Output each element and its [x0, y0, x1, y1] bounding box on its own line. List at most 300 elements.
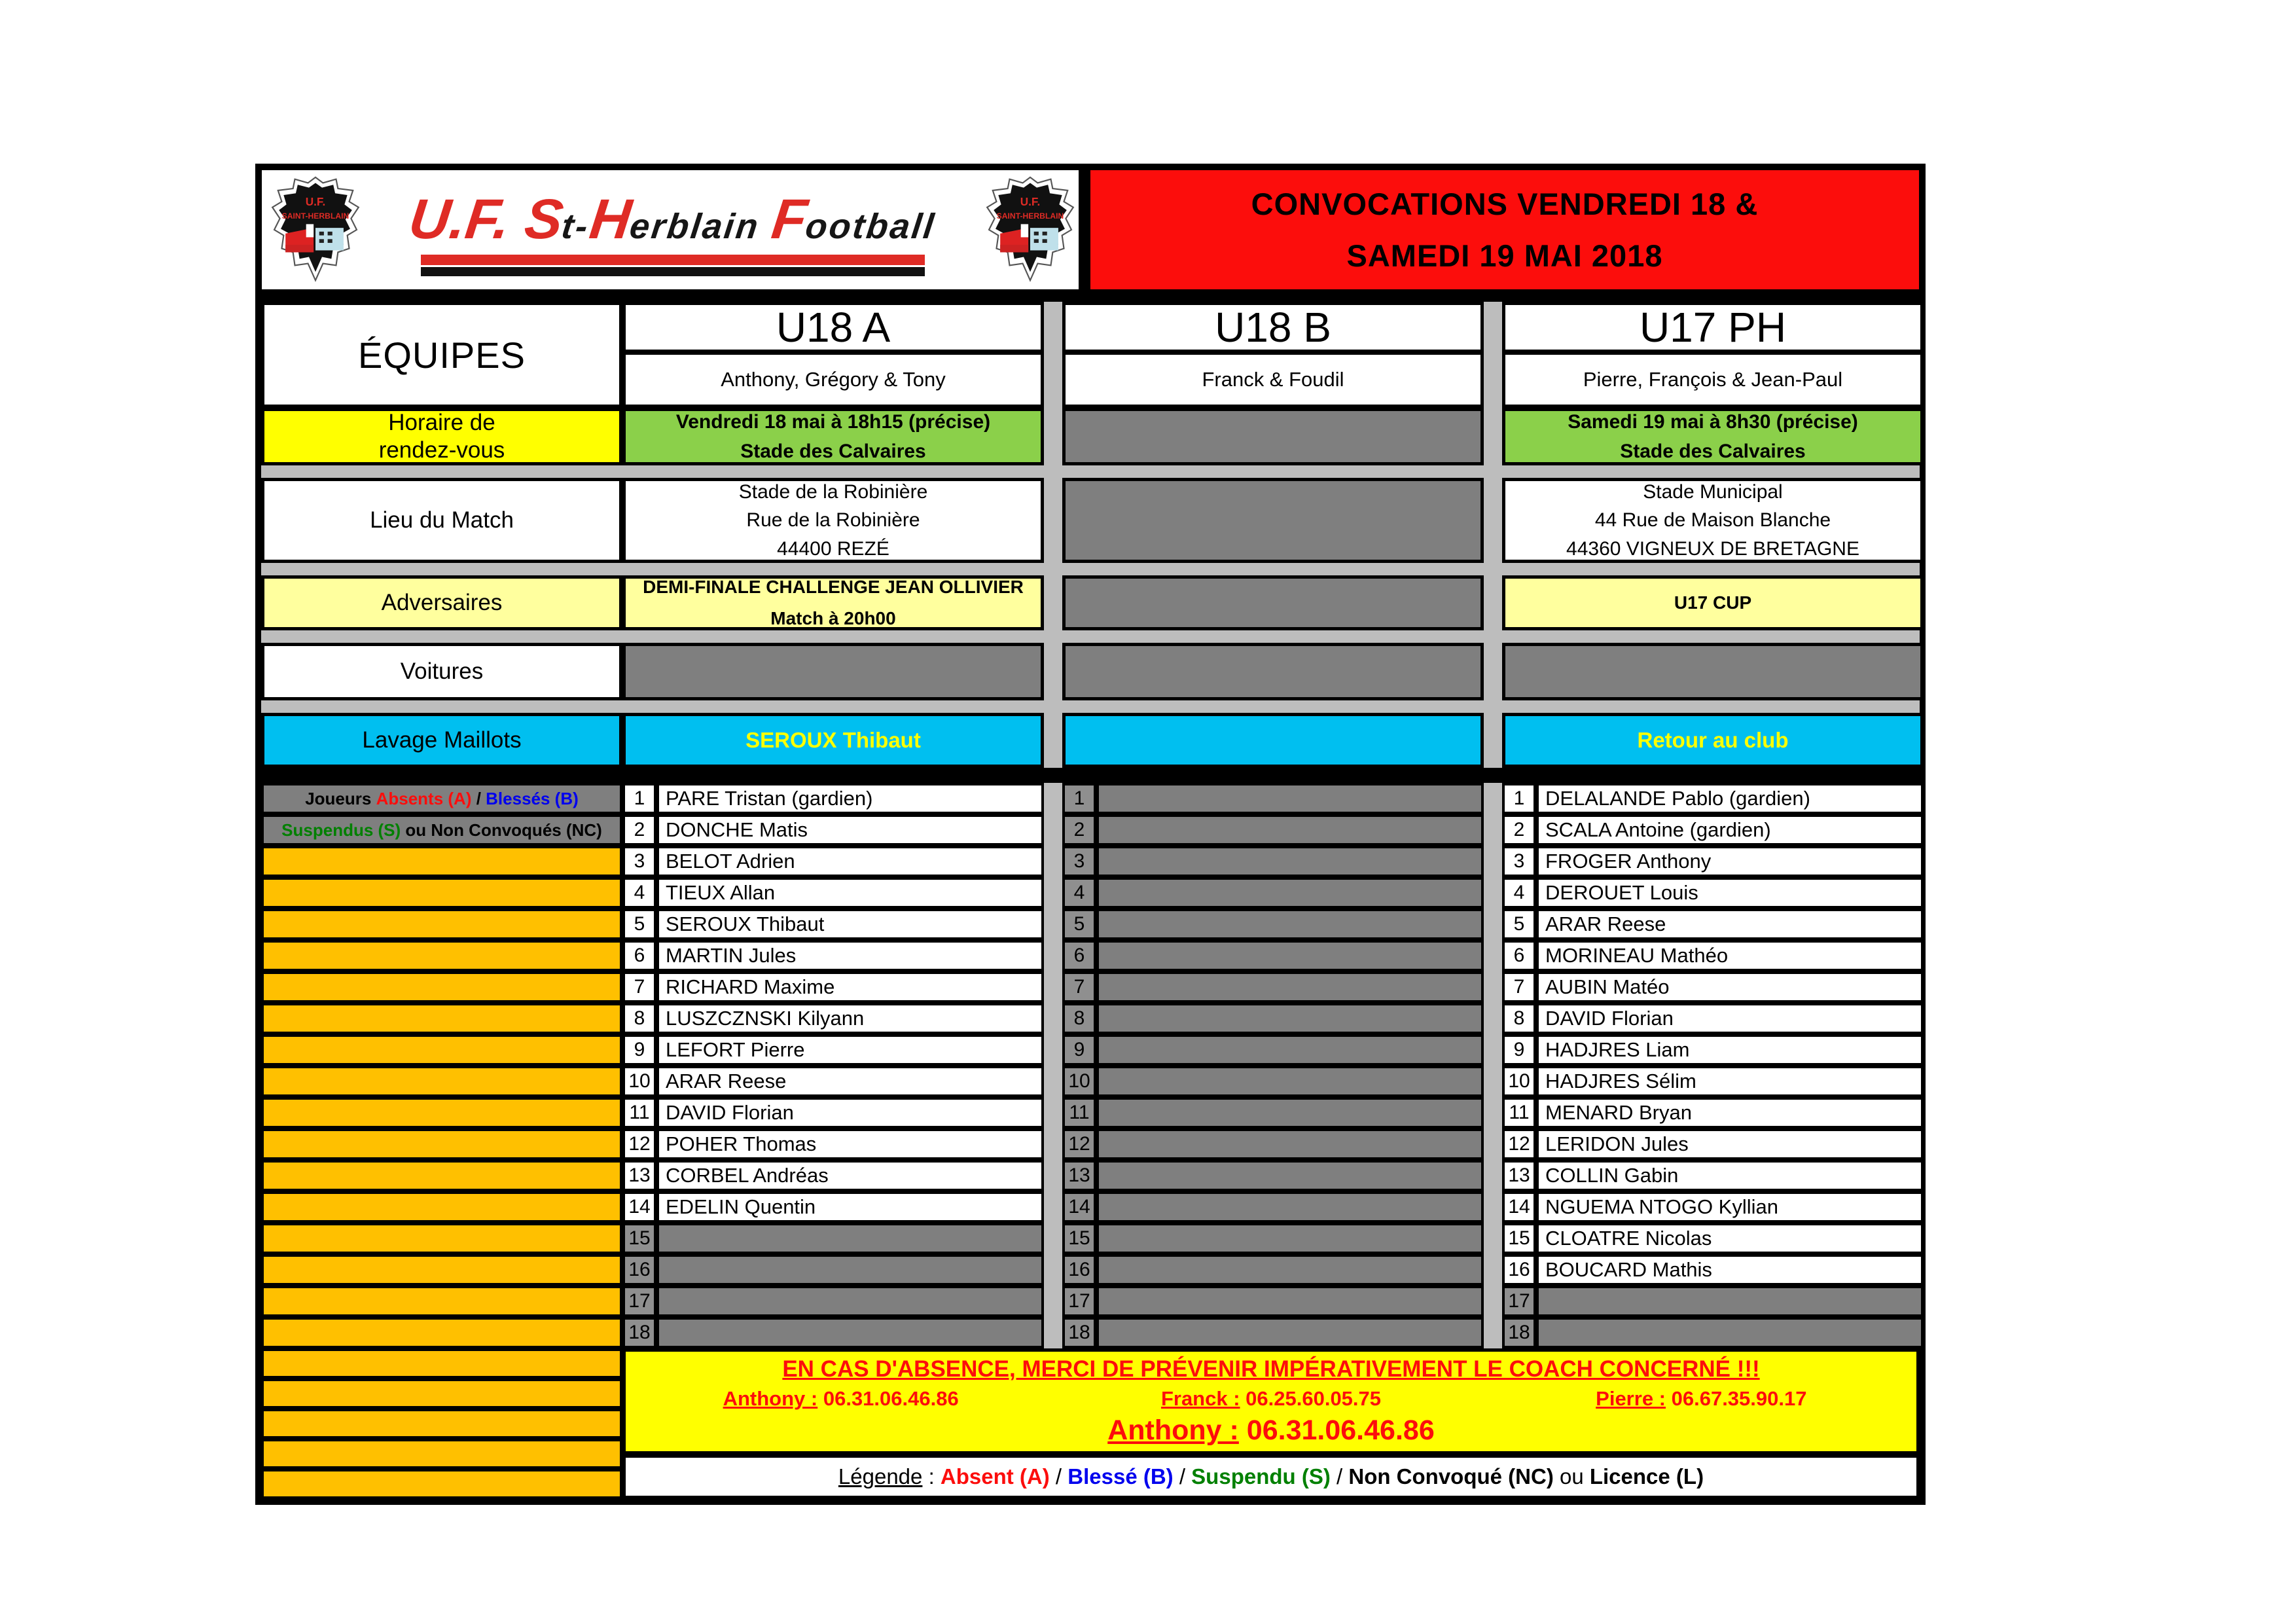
player-name — [1096, 1317, 1484, 1348]
player-row — [622, 971, 1044, 1003]
player-name: POHER Thomas — [656, 1128, 1044, 1160]
lieu-label: Lieu du Match — [370, 507, 514, 533]
adversaires-label-cell — [261, 575, 622, 630]
contact-name: Pierre : — [1596, 1386, 1666, 1410]
player-number: 6 — [622, 940, 656, 971]
note-suspendus: Suspendus (S) — [281, 820, 401, 840]
player-name — [656, 1286, 1044, 1317]
player-name — [1096, 1286, 1484, 1317]
player-row — [622, 1254, 1044, 1286]
convocations-line1: CONVOCATIONS VENDREDI 18 & — [1251, 187, 1759, 221]
player-row — [622, 783, 1044, 814]
side-filler-cell — [261, 1128, 622, 1160]
player-name: ARAR Reese — [656, 1066, 1044, 1097]
player-number: 6 — [1502, 940, 1536, 971]
equipes-header-cell — [261, 302, 622, 408]
player-number: 3 — [1502, 846, 1536, 877]
lavage-u18a — [622, 713, 1044, 768]
player-number: 15 — [1502, 1223, 1536, 1254]
player-number: 11 — [1502, 1097, 1536, 1128]
absence-warning-box — [622, 1348, 1920, 1454]
player-name: DONCHE Matis — [656, 814, 1044, 846]
player-number: 2 — [622, 814, 656, 846]
player-row — [622, 1286, 1044, 1317]
player-name — [1536, 1286, 1924, 1317]
player-row — [1062, 1254, 1484, 1286]
lavage-label-cell — [261, 713, 622, 768]
player-name: CORBEL Andréas — [656, 1160, 1044, 1191]
player-row — [622, 1223, 1044, 1254]
voitures-label-cell — [261, 643, 622, 700]
row-horaire — [261, 408, 1920, 465]
player-number: 4 — [1502, 877, 1536, 909]
player-number: 16 — [1502, 1254, 1536, 1286]
player-row — [1062, 971, 1484, 1003]
adversaires-line2: Match à 20h00 — [770, 608, 896, 628]
player-row — [622, 940, 1044, 971]
player-row — [1502, 877, 1924, 909]
player-name — [1096, 846, 1484, 877]
row-adversaires — [261, 575, 1920, 630]
side-filler-cell — [261, 909, 622, 940]
player-row — [1502, 940, 1924, 971]
player-number: 9 — [622, 1034, 656, 1066]
player-name — [1096, 783, 1484, 814]
player-row — [1502, 783, 1924, 814]
side-filler-cell — [261, 1439, 622, 1469]
player-row — [622, 1317, 1044, 1348]
contact-phone: 06.31.06.46.86 — [817, 1386, 959, 1410]
player-number: 3 — [1062, 846, 1096, 877]
player-number: 14 — [1062, 1191, 1096, 1223]
row-gutter — [261, 630, 1920, 643]
players-side-column — [261, 783, 622, 1348]
legend-label: Légende — [838, 1464, 923, 1489]
player-name: HADJRES Liam — [1536, 1034, 1924, 1066]
note-blesses: Blessés (B) — [486, 788, 579, 808]
row-gutter — [261, 700, 1920, 713]
player-number: 10 — [622, 1066, 656, 1097]
adversaires-u17ph — [1502, 575, 1924, 630]
lieu-u18a — [622, 478, 1044, 563]
lieu-line1: Stade de la Robinière — [738, 480, 928, 503]
player-name: SCALA Antoine (gardien) — [1536, 814, 1924, 846]
column-gutter — [1044, 478, 1062, 563]
player-number: 3 — [622, 846, 656, 877]
player-row — [1062, 940, 1484, 971]
player-row — [622, 1128, 1044, 1160]
player-name: HADJRES Sélim — [1536, 1066, 1924, 1097]
player-number: 4 — [622, 877, 656, 909]
player-name: ARAR Reese — [1536, 909, 1924, 940]
player-name: SEROUX Thibaut — [656, 909, 1044, 940]
player-name — [1536, 1317, 1924, 1348]
legend-absent: Absent (A) — [940, 1464, 1050, 1489]
team-name: U18 B — [1062, 302, 1484, 353]
adversaires-line1: U17 CUP — [1674, 592, 1752, 613]
legend-colon: : — [922, 1464, 941, 1489]
contact-pierre — [1486, 1387, 1916, 1411]
player-number: 1 — [1062, 783, 1096, 814]
player-row — [1062, 1066, 1484, 1097]
note-ou: ou — [401, 820, 431, 840]
player-number: 5 — [622, 909, 656, 940]
warning-title: EN CAS D'ABSENCE, MERCI DE PRÉVENIR IMPÉRATIVEMENT LE COACH CONCERNÉ !!! — [782, 1356, 1760, 1382]
player-row — [1502, 1128, 1924, 1160]
contact-phone: 06.31.06.46.86 — [1238, 1415, 1435, 1447]
player-number: 11 — [622, 1097, 656, 1128]
player-row — [622, 1191, 1044, 1223]
column-gutter — [1484, 302, 1502, 408]
adversaires-u18a — [622, 575, 1044, 630]
legend-sep: / — [1049, 1464, 1068, 1489]
player-name — [1096, 1066, 1484, 1097]
side-note-suspendus — [261, 814, 622, 846]
side-filler-cell — [261, 1097, 622, 1128]
side-filler-cell — [261, 1409, 622, 1439]
player-number: 13 — [1062, 1160, 1096, 1191]
team-header-u18a — [622, 302, 1044, 408]
legend-sep: / — [1330, 1464, 1349, 1489]
side-filler-cell — [261, 1469, 622, 1499]
column-gutter — [1484, 478, 1502, 563]
convocations-line2: SAMEDI 19 MAI 2018 — [1346, 238, 1663, 273]
player-row — [1062, 1034, 1484, 1066]
side-filler-cell — [261, 1254, 622, 1286]
side-filler-cell — [261, 1066, 622, 1097]
player-row — [1502, 1254, 1924, 1286]
player-row — [1502, 1003, 1924, 1034]
player-name — [1096, 1003, 1484, 1034]
players-u18a — [622, 783, 1044, 1348]
player-row — [1502, 1223, 1924, 1254]
legend-sep: / — [1173, 1464, 1192, 1489]
column-gutter — [1044, 302, 1062, 408]
player-number: 2 — [1062, 814, 1096, 846]
player-row — [1062, 1286, 1484, 1317]
side-filler-cell — [261, 940, 622, 971]
side-filler-cell — [261, 1379, 622, 1409]
horaire-u18b — [1062, 408, 1484, 465]
club-crest-left-icon — [267, 175, 364, 284]
player-name — [1096, 1128, 1484, 1160]
footer-side-column — [261, 1348, 622, 1499]
player-row — [622, 1034, 1044, 1066]
player-number: 12 — [622, 1128, 656, 1160]
lieu-line1: Stade Municipal — [1643, 480, 1783, 503]
contact-phone: 06.67.35.90.17 — [1666, 1386, 1807, 1410]
player-number: 2 — [1502, 814, 1536, 846]
team-name: U17 PH — [1502, 302, 1924, 353]
convocations-banner — [1085, 164, 1926, 296]
side-filler-cell — [261, 1034, 622, 1066]
footer-content — [622, 1348, 1920, 1499]
horaire-label-line1: Horaire de — [388, 410, 495, 435]
players-area — [261, 783, 1920, 1348]
player-row — [1062, 1003, 1484, 1034]
lavage-label: Lavage Maillots — [362, 727, 522, 753]
player-number: 9 — [1502, 1034, 1536, 1066]
horaire-label-line2: rendez-vous — [378, 437, 505, 463]
column-gutter — [1484, 643, 1502, 700]
player-row — [1502, 1034, 1924, 1066]
side-filler-cell — [261, 1286, 622, 1317]
player-row — [622, 1097, 1044, 1128]
note-slash: / — [471, 788, 486, 808]
player-name: TIEUX Allan — [656, 877, 1044, 909]
player-name — [1096, 1160, 1484, 1191]
player-row — [1062, 877, 1484, 909]
player-number: 1 — [1502, 783, 1536, 814]
contact-anthony — [626, 1387, 1056, 1411]
player-number: 10 — [1062, 1066, 1096, 1097]
side-filler-cell — [261, 1191, 622, 1223]
contact-anthony-large — [626, 1415, 1916, 1447]
player-name — [1096, 940, 1484, 971]
coach-contacts-row — [626, 1387, 1916, 1411]
lieu-line2: Rue de la Robinière — [746, 509, 920, 532]
side-filler-cell — [261, 877, 622, 909]
team-coaches: Anthony, Grégory & Tony — [622, 353, 1044, 408]
legend-suspendu: Suspendu (S) — [1191, 1464, 1331, 1489]
player-row — [622, 1066, 1044, 1097]
player-name: MORINEAU Mathéo — [1536, 940, 1924, 971]
team-header-u17ph — [1502, 302, 1924, 408]
player-name — [1096, 1097, 1484, 1128]
lavage-value: SEROUX Thibaut — [745, 728, 921, 752]
club-title — [365, 183, 980, 276]
player-row — [1062, 846, 1484, 877]
lavage-u18b — [1062, 713, 1484, 768]
horaire-line2: Stade des Calvaires — [740, 441, 926, 462]
player-name — [1096, 1034, 1484, 1066]
column-gutter — [1044, 575, 1062, 630]
player-row — [1062, 1191, 1484, 1223]
player-name: MENARD Bryan — [1536, 1097, 1924, 1128]
crest-text-uf: U.F. — [305, 194, 326, 208]
lieu-line3: 44400 REZÉ — [777, 537, 889, 560]
club-title-seg5: F — [768, 188, 811, 251]
player-name: DAVID Florian — [656, 1097, 1044, 1128]
lieu-line3: 44360 VIGNEUX DE BRETAGNE — [1566, 537, 1859, 560]
column-gutter — [1484, 783, 1502, 1348]
player-row — [622, 877, 1044, 909]
column-gutter — [1044, 783, 1062, 1348]
row-lieu — [261, 478, 1920, 563]
player-row — [622, 909, 1044, 940]
player-name — [656, 1254, 1044, 1286]
player-row — [1062, 1097, 1484, 1128]
lavage-value: Retour au club — [1637, 728, 1789, 752]
player-row — [1502, 1317, 1924, 1348]
horaire-u17ph — [1502, 408, 1924, 465]
player-number: 9 — [1062, 1034, 1096, 1066]
player-number: 5 — [1502, 909, 1536, 940]
player-number: 12 — [1062, 1128, 1096, 1160]
player-row — [622, 1160, 1044, 1191]
player-name: BELOT Adrien — [656, 846, 1044, 877]
player-number: 1 — [622, 783, 656, 814]
column-gutter — [1044, 643, 1062, 700]
player-name — [1096, 814, 1484, 846]
player-name — [1096, 909, 1484, 940]
crest-text-uf: U.F. — [1020, 194, 1041, 208]
player-name — [1096, 1191, 1484, 1223]
player-number: 17 — [1062, 1286, 1096, 1317]
side-filler-cell — [261, 846, 622, 877]
team-coaches: Pierre, François & Jean-Paul — [1502, 353, 1924, 408]
title-underline-black — [421, 267, 925, 276]
player-row — [1062, 1160, 1484, 1191]
player-number: 12 — [1502, 1128, 1536, 1160]
player-number: 14 — [622, 1191, 656, 1223]
player-name: BOUCARD Mathis — [1536, 1254, 1924, 1286]
player-number: 15 — [622, 1223, 656, 1254]
player-number: 17 — [1502, 1286, 1536, 1317]
side-filler-cell — [261, 1003, 622, 1034]
lavage-u17ph — [1502, 713, 1924, 768]
player-number: 8 — [1502, 1003, 1536, 1034]
player-number: 11 — [1062, 1097, 1096, 1128]
side-note-absents — [261, 783, 622, 814]
player-name: LEFORT Pierre — [656, 1034, 1044, 1066]
club-crest-right-icon — [982, 175, 1079, 284]
side-filler-cell — [261, 1223, 622, 1254]
teams-header-row — [261, 302, 1920, 408]
voitures-u18a — [622, 643, 1044, 700]
voitures-u18b — [1062, 643, 1484, 700]
player-row — [1062, 814, 1484, 846]
row-gutter — [261, 563, 1920, 575]
club-title-seg3: H — [586, 188, 635, 251]
crest-text-city: SAINT-HERBLAIN — [281, 211, 350, 221]
player-name: EDELIN Quentin — [656, 1191, 1044, 1223]
contact-name: Franck : — [1160, 1386, 1240, 1410]
contact-name: Anthony : — [1107, 1415, 1239, 1447]
player-number: 7 — [622, 971, 656, 1003]
adversaires-u18b — [1062, 575, 1484, 630]
player-row — [1502, 846, 1924, 877]
horaire-line1: Vendredi 18 mai à 18h15 (précise) — [675, 411, 991, 433]
player-row — [1502, 814, 1924, 846]
equipes-label: ÉQUIPES — [358, 334, 526, 376]
title-underline-red — [421, 255, 925, 265]
player-name: PARE Tristan (gardien) — [656, 783, 1044, 814]
player-name: FROGER Anthony — [1536, 846, 1924, 877]
player-number: 10 — [1502, 1066, 1536, 1097]
player-number: 15 — [1062, 1223, 1096, 1254]
players-u17ph — [1502, 783, 1924, 1348]
team-coaches: Franck & Foudil — [1062, 353, 1484, 408]
player-name: AUBIN Matéo — [1536, 971, 1924, 1003]
section-separator — [261, 768, 1920, 783]
player-number: 6 — [1062, 940, 1096, 971]
player-row — [622, 846, 1044, 877]
player-row — [1502, 1097, 1924, 1128]
player-name: NGUEMA NTOGO Kyllian — [1536, 1191, 1924, 1223]
player-number: 13 — [1502, 1160, 1536, 1191]
player-row — [622, 1003, 1044, 1034]
club-title-seg4: erblain — [627, 207, 774, 246]
player-number: 8 — [1062, 1003, 1096, 1034]
convocation-sheet — [255, 164, 1926, 1505]
contact-phone: 06.25.60.05.75 — [1240, 1386, 1382, 1410]
player-number: 7 — [1062, 971, 1096, 1003]
player-name: RICHARD Maxime — [656, 971, 1044, 1003]
legend-blesse: Blessé (B) — [1067, 1464, 1174, 1489]
voitures-u17ph — [1502, 643, 1924, 700]
player-row — [622, 814, 1044, 846]
adversaires-line1: DEMI-FINALE CHALLENGE JEAN OLLIVIER — [643, 577, 1024, 598]
player-name: DEROUET Louis — [1536, 877, 1924, 909]
note-nc: Non Convoqués (NC) — [431, 820, 602, 840]
horaire-u18a — [622, 408, 1044, 465]
row-voitures — [261, 643, 1920, 700]
player-name — [1096, 1223, 1484, 1254]
player-name: LUSZCZNSKI Kilyann — [656, 1003, 1044, 1034]
player-row — [1062, 1223, 1484, 1254]
player-row — [1062, 909, 1484, 940]
player-number: 4 — [1062, 877, 1096, 909]
legend-ou: ou — [1553, 1464, 1590, 1489]
note-absents: Absents (A) — [376, 788, 472, 808]
convocation-table — [255, 296, 1926, 1505]
column-gutter — [1044, 713, 1062, 768]
horaire-line2: Stade des Calvaires — [1620, 441, 1806, 462]
player-number: 5 — [1062, 909, 1096, 940]
horaire-line1: Samedi 19 mai à 8h30 (précise) — [1568, 411, 1858, 433]
club-title-seg2: t- — [559, 207, 592, 246]
player-number: 18 — [622, 1317, 656, 1348]
player-number: 16 — [1062, 1254, 1096, 1286]
player-name — [1096, 971, 1484, 1003]
player-row — [1502, 1066, 1924, 1097]
footer-section — [261, 1348, 1920, 1499]
player-number: 7 — [1502, 971, 1536, 1003]
player-row — [1502, 1160, 1924, 1191]
player-name: MARTIN Jules — [656, 940, 1044, 971]
voitures-label: Voitures — [400, 659, 484, 684]
lieu-label-cell — [261, 478, 622, 563]
adversaires-label: Adversaires — [381, 590, 503, 615]
column-gutter — [1484, 575, 1502, 630]
crest-text-city: SAINT-HERBLAIN — [996, 211, 1064, 221]
player-row — [1502, 1191, 1924, 1223]
player-row — [1062, 1317, 1484, 1348]
player-row — [1502, 1286, 1924, 1317]
player-row — [1502, 909, 1924, 940]
side-filler-cell — [261, 1160, 622, 1191]
side-filler-cell — [261, 971, 622, 1003]
players-u18b — [1062, 783, 1484, 1348]
player-number: 18 — [1062, 1317, 1096, 1348]
player-number: 14 — [1502, 1191, 1536, 1223]
player-number: 8 — [622, 1003, 656, 1034]
player-name: DELALANDE Pablo (gardien) — [1536, 783, 1924, 814]
club-title-seg6: ootball — [803, 207, 938, 246]
row-lavage — [261, 713, 1920, 768]
club-logo-banner — [255, 164, 1085, 296]
player-number: 13 — [622, 1160, 656, 1191]
lieu-line2: 44 Rue de Maison Blanche — [1594, 509, 1831, 532]
lieu-u17ph — [1502, 478, 1924, 563]
column-gutter — [1044, 408, 1062, 465]
side-filler-cell — [261, 1317, 622, 1348]
legend-nc: Non Convoqué (NC) — [1348, 1464, 1554, 1489]
legend-licence: Licence (L) — [1589, 1464, 1704, 1489]
club-title-seg1: U.F. S — [405, 188, 567, 251]
lieu-u18b — [1062, 478, 1484, 563]
